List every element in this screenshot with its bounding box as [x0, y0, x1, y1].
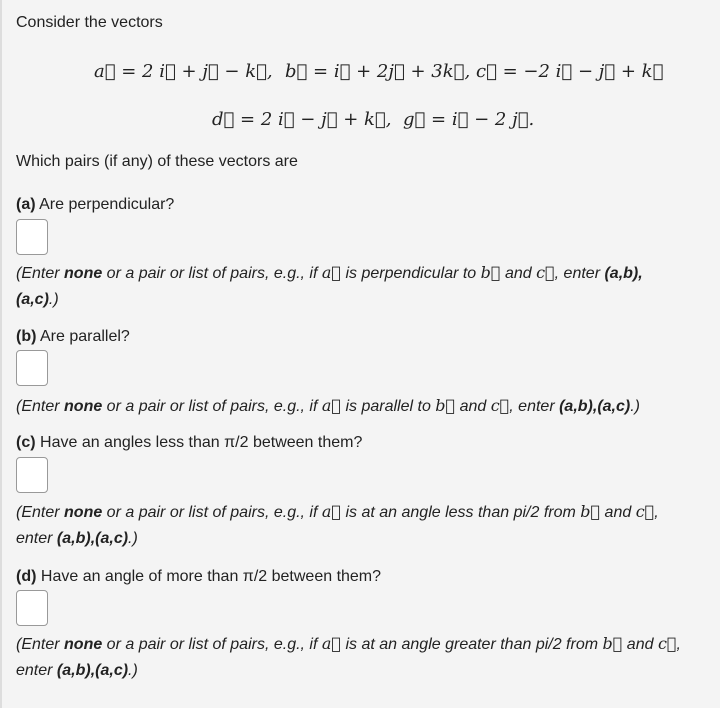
- equation-c: c⃗ = −2 i⃗ − j⃗ + k⃗: [476, 61, 664, 82]
- answer-input-b[interactable]: [16, 350, 48, 386]
- part-text: Are perpendicular?: [39, 196, 175, 213]
- part-c-question: [16, 433, 362, 453]
- part-b-question: [16, 327, 130, 347]
- answer-input-c[interactable]: [16, 457, 48, 493]
- intro-text: Consider the vectors: [16, 14, 163, 31]
- part-text: Have an angles less than π/2 between them?: [40, 434, 363, 451]
- part-c-hint: (Enter none or a pair or list of pairs, e.g., if a⃗ is at an angle less than pi/2 from b⃗ and c⃗, enter (a,b),(a,c).): [16, 502, 659, 547]
- equation-d: d⃗ = 2 i⃗ − j⃗ + k⃗,: [212, 109, 392, 130]
- part-label: (c): [16, 434, 36, 451]
- part-a-question: [16, 195, 174, 215]
- part-label: (d): [16, 568, 37, 585]
- part-d-question: [16, 567, 381, 587]
- part-text: Have an angle of more than π/2 between them?: [40, 568, 382, 585]
- part-label: (b): [16, 328, 37, 345]
- answer-input-d[interactable]: [16, 590, 48, 626]
- part-label: (a): [16, 196, 36, 213]
- part-d-hint: (Enter none or a pair or list of pairs, e.g., if a⃗ is at an angle greater than pi/2 from b⃗ and c⃗, enter (a,b),(a,c).): [16, 634, 681, 679]
- part-b-hint: (Enter none or a pair or list of pairs, e.g., if a⃗ is parallel to b⃗ and c⃗, enter (a,b),(a,c).): [16, 396, 640, 415]
- equation-g: g⃗ = i⃗ − 2 j⃗.: [403, 109, 535, 130]
- part-text: Are parallel?: [40, 328, 130, 345]
- part-a-hint: (Enter none or a pair or list of pairs, e.g., if a⃗ is perpendicular to b⃗ and c⃗, enter (a,b), (a,c).): [16, 263, 643, 308]
- equation-b: b⃗ = i⃗ + 2j⃗ + 3k⃗,: [285, 61, 471, 82]
- left-border: [0, 0, 2, 708]
- equation-a: a⃗ = 2 i⃗ + j⃗ − k⃗,: [94, 61, 273, 82]
- question-text: Which pairs (if any) of these vectors are: [16, 153, 298, 170]
- answer-input-a[interactable]: [16, 219, 48, 255]
